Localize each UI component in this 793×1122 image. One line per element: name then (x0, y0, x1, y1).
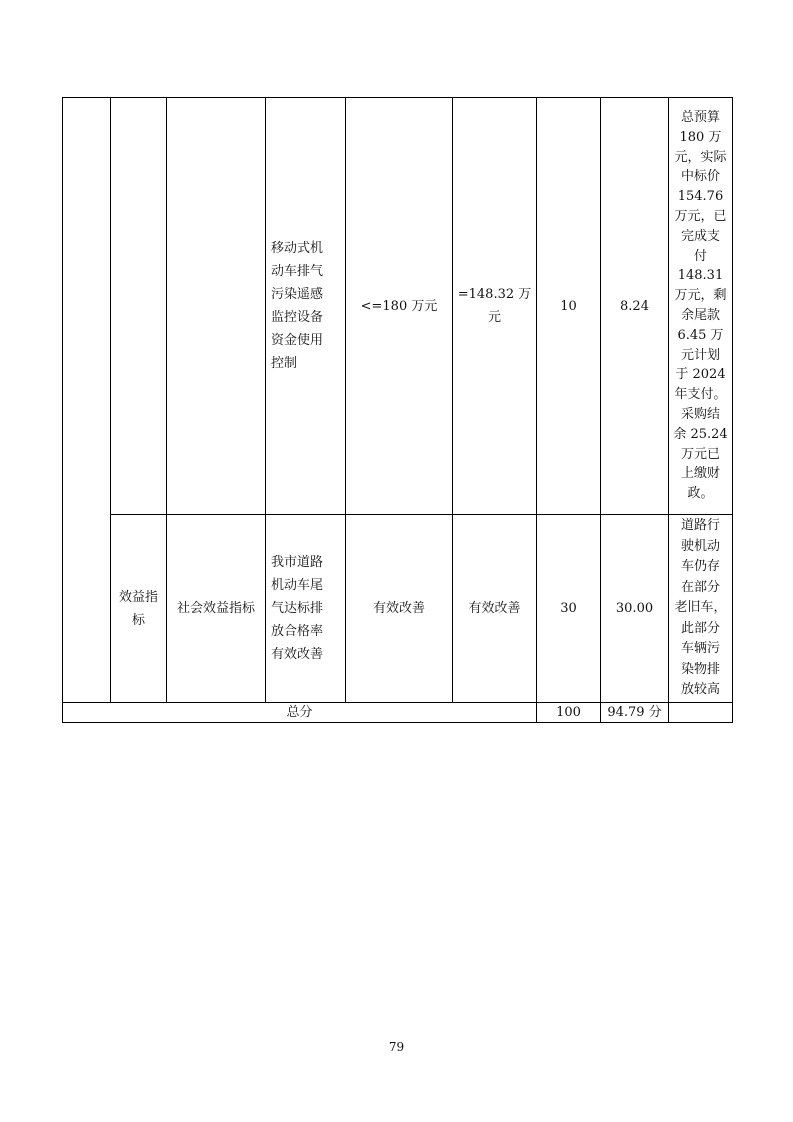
cell-note: 道路行 驶机动 车仍存 在部分 老旧车， 此部分 车辆污 染物排 放较高 (674, 518, 727, 698)
cell-score: 8.24 (620, 298, 649, 314)
cell-indicator-l3 (167, 98, 265, 514)
table-right-border (732, 97, 733, 723)
cell-weight: 30 (560, 601, 577, 616)
cell-actual-value: =148.32 万 元 (457, 287, 532, 325)
col-divider-3 (265, 97, 266, 703)
cell-score: 30.00 (615, 601, 654, 616)
total-weight: 100 (556, 705, 581, 720)
cell-indicator-l2: 效益指 标 (118, 589, 158, 628)
cell-weight: 10 (560, 298, 577, 314)
cell-target-value: 有效改善 (372, 601, 425, 616)
total-label: 总分 (286, 705, 313, 720)
total-note (669, 703, 732, 722)
cell-indicator-name: 移动式机 动车排气 污染遥感 监控设备 资金使用 控制 (271, 241, 324, 371)
cell-indicator-l3: 社会效益指标 (176, 601, 255, 616)
cell-target-value: <=180 万元 (360, 298, 438, 314)
cell-note: 总预算 180 万 元，实际 中标价 154.76 万元，已 完成支 付 148.31 万元，剩 余尾款 6.45 万 元计划 于 2024 年支付。 采购结 余 25.24 万元已 上缴财 政。 (673, 110, 728, 502)
cell-actual-value: 有效改善 (468, 601, 521, 616)
page-number: 79 (388, 1040, 405, 1054)
cell-indicator-l2 (111, 98, 166, 514)
table-left-border (62, 97, 63, 723)
cell-indicator-name: 我市道路 机动车尾 气达标排 放合格率 有效改善 (271, 555, 324, 662)
total-score: 94.79 分 (607, 705, 662, 720)
